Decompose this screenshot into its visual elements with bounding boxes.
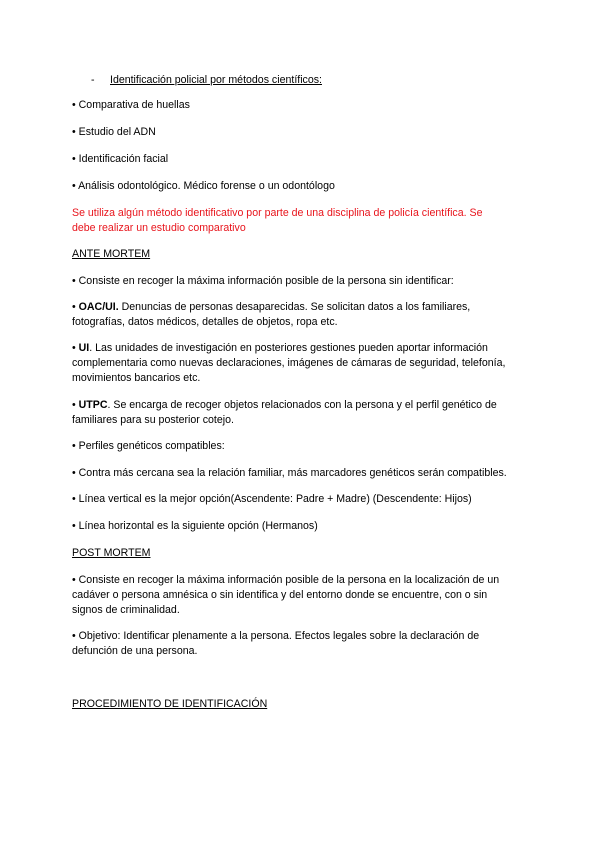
red-note-line-2: debe realizar un estudio comparativo [72,222,246,234]
ui-label: UI [78,342,90,354]
perfiles-item: • Perfiles genéticos compatibles: [72,440,225,452]
ui-item-line-2: complementaria como nuevas declaraciones, imágenes de cámaras de seguridad, telefonía, [72,357,506,369]
utpc-text: . Se encarga de recoger objetos relacionados con la persona y el perfil genético de [107,399,497,411]
utpc-item-line-2: familiares para su posterior cotejo. [72,414,234,426]
list-dash: - [91,74,95,86]
post-objetivo-line-2: defunción de una persona. [72,645,198,657]
post-objetivo-line-1: • Objetivo: Identificar plenamente a la persona. Efectos legales sobre la declaración de [72,630,480,642]
post-consiste-line-3: signos de criminalidad. [72,604,180,616]
method-item-facial: • Identificación facial [72,153,169,165]
oac-label: OAC/UI. [78,301,119,313]
red-note-line-1: Se utiliza algún método identificativo por parte de una disciplina de policía científica. Se [72,207,483,219]
bullet: • [72,342,79,354]
oac-item-line-1 [72,300,470,315]
oac-text: Denuncias de personas desaparecidas. Se solicitan datos a los familiares, [118,301,471,313]
method-item-fingerprints: • Comparativa de huellas [72,99,190,111]
ui-item-line-1 [72,341,488,356]
bullet: • [72,301,79,313]
ui-text: . Las unidades de investigación en posteriores gestiones pueden aportar información [89,342,488,354]
post-mortem-heading: POST MORTEM [72,547,151,559]
post-consiste-line-1: • Consiste en recoger la máxima información posible de la persona en la localización de un [72,574,500,586]
subtitle-heading: Identificación policial por métodos científicos: [110,74,322,86]
utpc-item-line-1 [72,398,497,413]
vertical-item: • Línea vertical es la mejor opción(Ascendente: Padre + Madre) (Descendente: Hijos) [72,493,472,505]
method-item-dna: • Estudio del ADN [72,126,156,138]
procedimiento-heading: PROCEDIMIENTO DE IDENTIFICACIÓN [72,698,268,710]
oac-item-line-2: fotografías, datos médicos, detalles de objetos, ropa etc. [72,316,338,328]
ui-item-line-3: movimientos bancarios etc. [72,372,201,384]
post-consiste-line-2: cadáver o persona amnésica o sin identifica y del entorno donde se encuentre, con o sin [72,589,488,601]
utpc-label: UTPC [78,399,108,411]
contra-item: • Contra más cercana sea la relación familiar, más marcadores genéticos serán compatibles. [72,467,507,479]
horizontal-item: • Línea horizontal es la siguiente opción (Hermanos) [72,520,318,532]
ante-mortem-intro: • Consiste en recoger la máxima información posible de la persona sin identificar: [72,275,454,287]
method-item-odontology: • Análisis odontológico. Médico forense o un odontólogo [72,180,335,192]
bullet: • [72,399,79,411]
ante-mortem-heading: ANTE MORTEM [72,248,151,260]
